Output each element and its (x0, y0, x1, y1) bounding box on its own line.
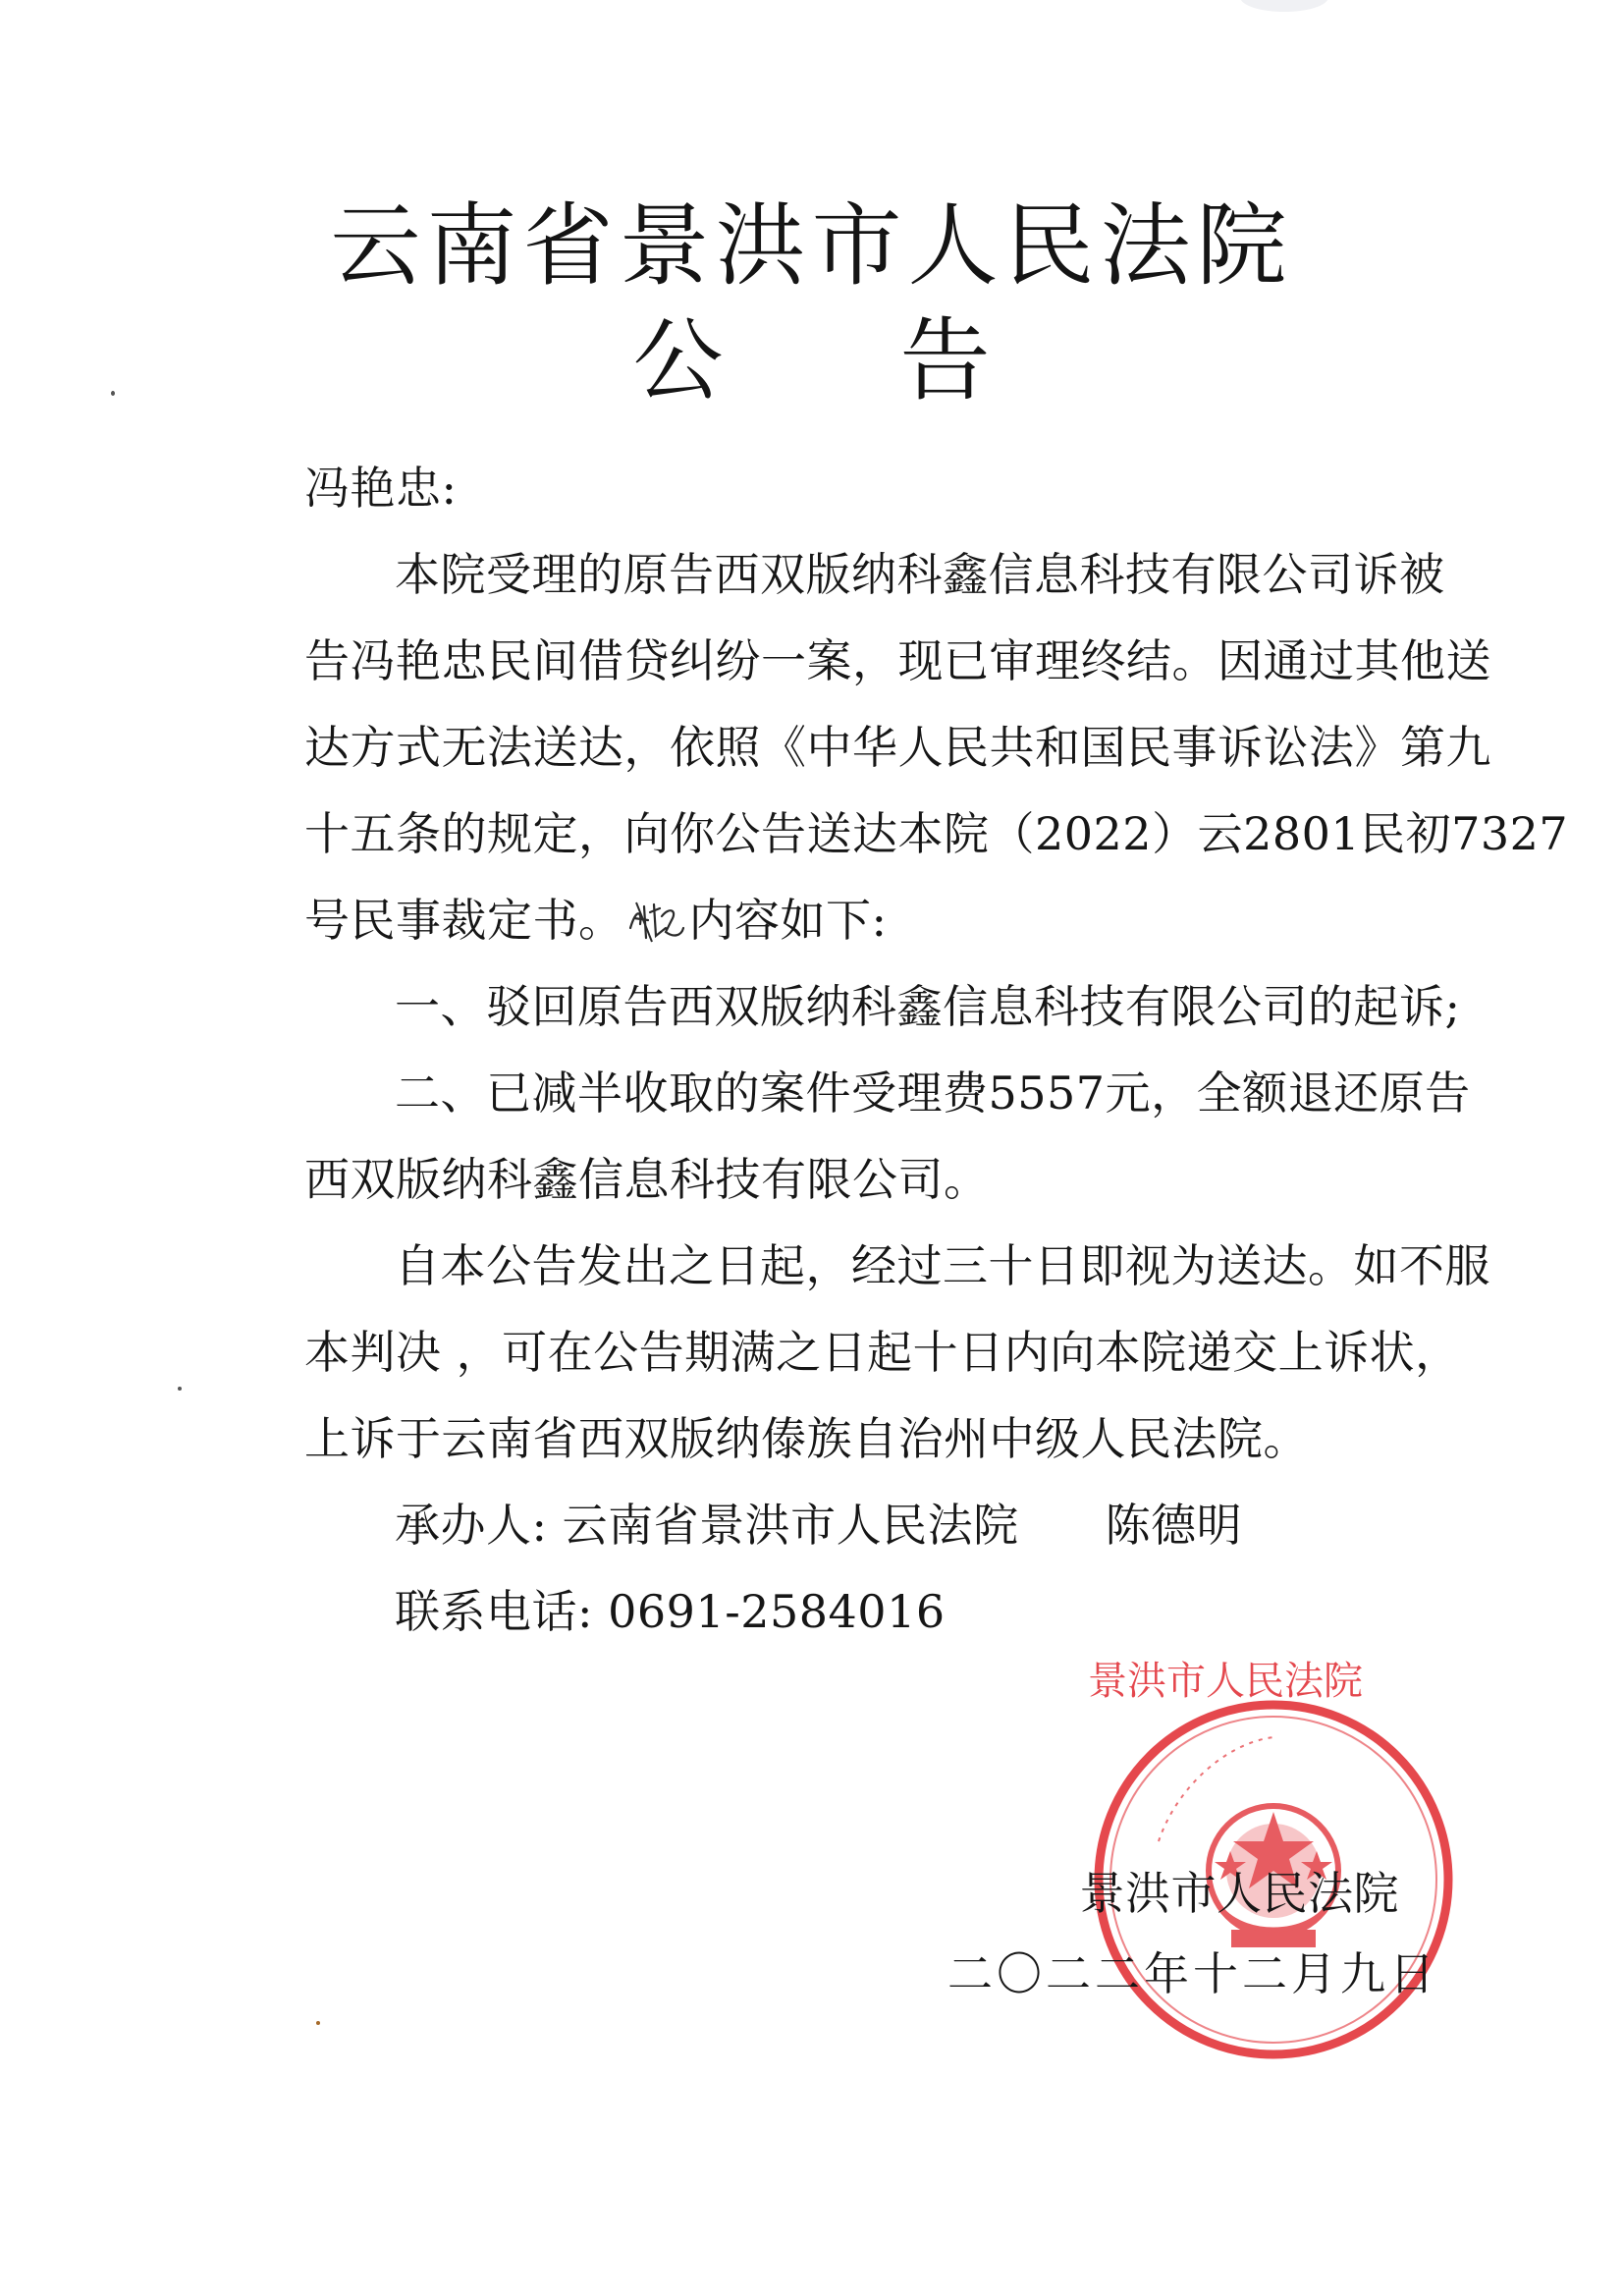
phone-number: 0691-2584016 (608, 1585, 946, 1638)
paragraph-line: 本判决 ，可在公告期满之日起十日内向本院递交上诉状， (304, 1326, 1461, 1379)
signature-date: 二〇二二年十二月九日 (947, 1947, 1438, 2000)
paragraph-line: 自本公告发出之日起，经过三十日即视为送达。如不服 (395, 1239, 1490, 1292)
scan-speck (178, 1387, 182, 1391)
scan-speck (316, 2021, 320, 2025)
paragraph-line: 告冯艳忠民间借贷纠纷一案，现已审理终结。因通过其他送 (304, 634, 1491, 687)
paragraph-line: 十五条的规定，向你公告送达本院（2022）云2801民初7327 (304, 807, 1569, 860)
paragraph-text: 内容如下: (688, 894, 888, 947)
paragraph-text: 号民事裁定书。 (304, 894, 624, 947)
scan-artifact (1240, 0, 1328, 12)
ruling-item-2-continued: 西双版纳科鑫信息科技有限公司。 (304, 1153, 990, 1206)
handwritten-correction (626, 899, 687, 944)
signature-court: 景洪市人民法院 (1079, 1867, 1399, 1920)
phone-line (395, 1585, 1443, 1638)
seal-text: 景洪市人民法院 (1088, 1659, 1363, 1704)
ruling-item-1: 一、驳回原告西双版纳科鑫信息科技有限公司的起诉; (395, 980, 1461, 1033)
phone-label: 联系电话: (395, 1585, 593, 1638)
court-title: 云南省景洪市人民法院 (330, 193, 1293, 299)
notice-title: 公告 (632, 308, 1167, 413)
ruling-item-2: 二、已减半收取的案件受理费5557元，全额退还原告 (395, 1066, 1471, 1120)
handler-court: 云南省景洪市人民法院 (562, 1499, 1019, 1552)
paragraph-line: 本院受理的原告西双版纳科鑫信息科技有限公司诉被 (395, 548, 1445, 601)
handler-line (395, 1499, 1443, 1552)
paragraph-line (304, 894, 1443, 947)
paragraph-line: 上诉于云南省西双版纳傣族自治州中级人民法院。 (304, 1412, 1309, 1465)
scan-speck (111, 391, 115, 396)
paragraph-line: 达方式无法送达，依照《中华人民共和国民事诉讼法》第九 (304, 721, 1491, 774)
handler-label: 承办人: (395, 1499, 548, 1552)
addressee: 冯艳忠: (304, 462, 458, 515)
handler-name: 陈德明 (1105, 1499, 1243, 1552)
